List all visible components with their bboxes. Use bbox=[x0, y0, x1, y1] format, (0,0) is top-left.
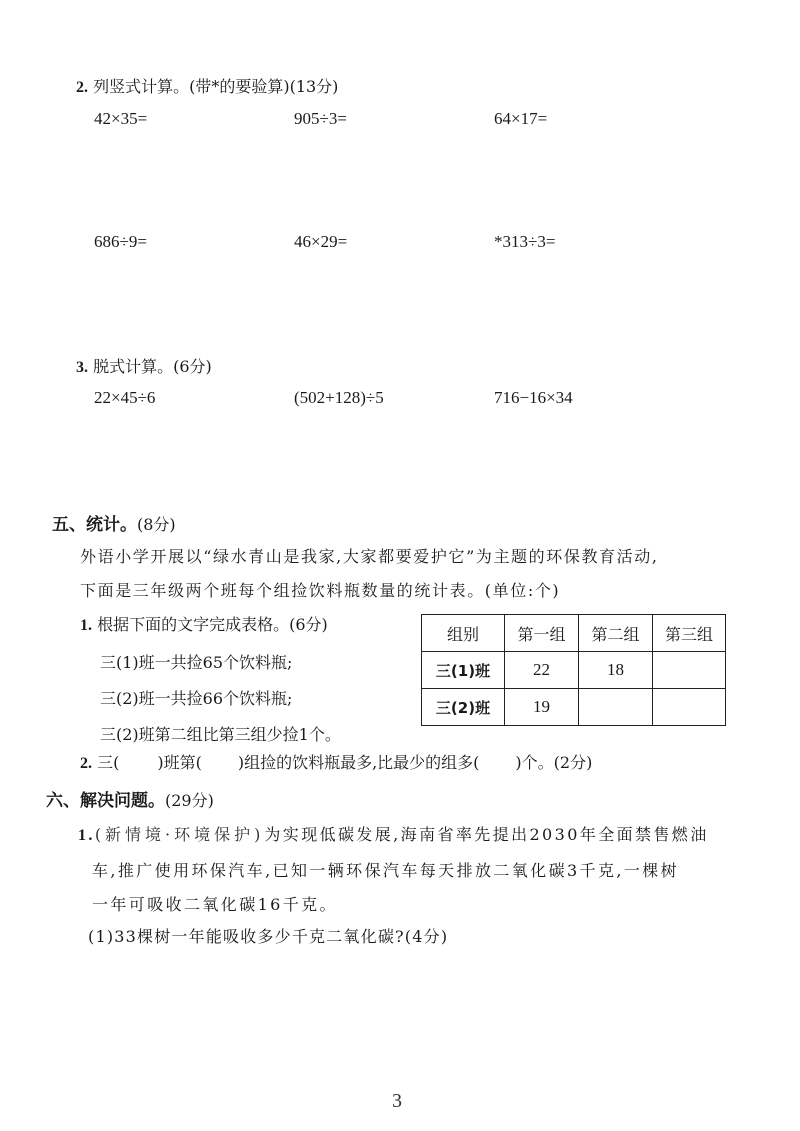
bottle-stats-table bbox=[421, 614, 726, 726]
table-row-label: 三(2)班 bbox=[422, 689, 505, 726]
q3-expr-2: (502+128)÷5 bbox=[294, 388, 384, 407]
section5-intro-line2: 下面是三年级两个班每个组捡饮料瓶数量的统计表。(单位:个) bbox=[80, 581, 561, 600]
section6-title: 六、解决问题。 bbox=[46, 791, 165, 811]
section5-heading bbox=[52, 510, 176, 535]
s6-q1-line1-text: 为实现低碳发展,海南省率先提出2030年全面禁售燃油 bbox=[264, 825, 709, 844]
s6-q1-sub1: (1)33棵树一年能吸收多少千克二氧化碳?(4分) bbox=[88, 927, 449, 946]
table-cell-blank[interactable] bbox=[653, 689, 726, 726]
table-cell-blank[interactable] bbox=[579, 689, 653, 726]
page-number: 3 bbox=[392, 1090, 402, 1112]
q3-number: 3. bbox=[76, 359, 88, 376]
section6-points: (29分) bbox=[165, 791, 214, 810]
s6-q1-line2: 车,推广使用环保汽车,已知一辆环保汽车每天排放二氧化碳3千克,一棵树 bbox=[92, 861, 680, 880]
s6-q1-tag: (新情境·环境保护) bbox=[94, 825, 265, 844]
s5-q2 bbox=[80, 750, 592, 773]
q2-number: 2. bbox=[76, 79, 88, 96]
table-header-row bbox=[422, 615, 726, 652]
q3-title: 脱式计算。(6分) bbox=[93, 357, 212, 376]
s6-q1-number: 1. bbox=[78, 827, 95, 844]
table-cell: 22 bbox=[505, 652, 579, 689]
s6-q1-line3: 一年可吸收二氧化碳16千克。 bbox=[92, 895, 338, 914]
s5-clue-2: 三(2)班一共捡66个饮料瓶; bbox=[100, 689, 293, 708]
q3-expr-3: 716−16×34 bbox=[494, 388, 573, 407]
q2-title: 列竖式计算。(带*的要验算)(13分) bbox=[93, 77, 339, 96]
q2-expr-5: 46×29= bbox=[294, 232, 348, 251]
s5-clue-1: 三(1)班一共捡65个饮料瓶; bbox=[100, 653, 293, 672]
table-header-cell: 第一组 bbox=[505, 615, 579, 652]
q2-expr-1: 42×35= bbox=[94, 109, 148, 128]
q2-heading bbox=[76, 74, 338, 97]
s6-q1-line1 bbox=[78, 822, 709, 845]
q3-expr-1: 22×45÷6 bbox=[94, 388, 156, 407]
table-row bbox=[422, 689, 726, 726]
q2-expr-4: 686÷9= bbox=[94, 232, 147, 251]
table-header-cell: 第二组 bbox=[579, 615, 653, 652]
s5-q1-title: 根据下面的文字完成表格。(6分) bbox=[97, 615, 328, 634]
section5-points: (8分) bbox=[137, 515, 176, 534]
s5-q2-number: 2. bbox=[80, 755, 92, 772]
s5-q2-part1: 三( bbox=[97, 753, 120, 772]
table-header-cell: 第三组 bbox=[653, 615, 726, 652]
section6-heading bbox=[46, 786, 214, 811]
table-row-label: 三(1)班 bbox=[422, 652, 505, 689]
section5-intro-line1: 外语小学开展以“绿水青山是我家,大家都要爱护它”为主题的环保教育活动, bbox=[80, 547, 659, 566]
q2-expr-3: 64×17= bbox=[494, 109, 548, 128]
s5-q2-part3: )组捡的饮料瓶最多,比最少的组多( bbox=[237, 753, 480, 772]
s5-q1-number: 1. bbox=[80, 617, 92, 634]
s5-q1-heading bbox=[80, 612, 328, 635]
q2-expr-2: 905÷3= bbox=[294, 109, 347, 128]
section5-title: 五、统计。 bbox=[52, 515, 137, 535]
q2-expr-6: *313÷3= bbox=[494, 232, 556, 251]
table-cell: 19 bbox=[505, 689, 579, 726]
table-cell: 18 bbox=[579, 652, 653, 689]
s5-q2-part2: )班第( bbox=[157, 753, 202, 772]
table-header-cell: 组别 bbox=[422, 615, 505, 652]
table-cell-blank[interactable] bbox=[653, 652, 726, 689]
s5-q2-part4: )个。(2分) bbox=[515, 753, 593, 772]
s5-clue-3: 三(2)班第二组比第三组少捡1个。 bbox=[100, 725, 341, 744]
q3-heading bbox=[76, 354, 212, 377]
table-row bbox=[422, 652, 726, 689]
